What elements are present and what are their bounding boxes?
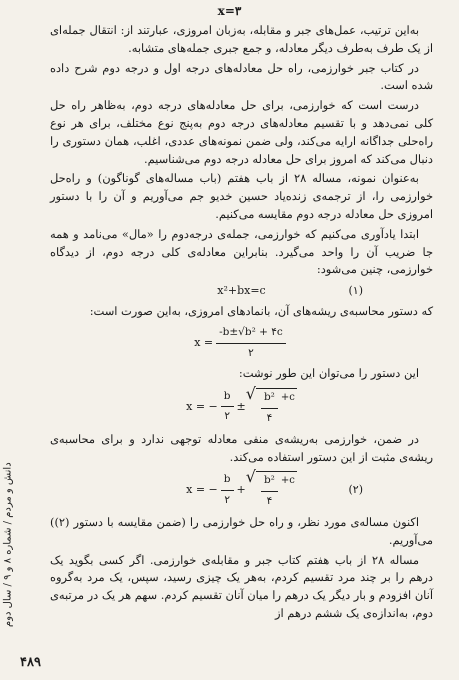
equation-1-body: x²+bx=c (217, 284, 266, 298)
eq2-fraction (221, 471, 234, 510)
alt-plus-minus: ± (236, 400, 246, 414)
eq2-frac-num: b (221, 471, 234, 491)
paragraph-4: به‌عنوان نمونه، مساله ۲۸ از باب هفتم (باب مساله‌های گوناگون) و راه‌حل خوارزمی را، از ترجمه‌ی زنده‌یاد حسین خدیو جم می‌آوریم و آن را با دستور امروزی حل معادله درجه دوم مقایسه می‌کنیم. (50, 171, 433, 221)
eq2-rad-fraction (261, 472, 278, 511)
paragraph-5: ابتدا یادآوری می‌کنیم که خوارزمی، جمله‌ی درجه‌دوم را «مال» می‌نامد و همه جا ضریب آن را واحد می‌گیرد. بنابراین معادله‌ی کلی درجه دوم، از دیدگاه خوارزمی، چنین می‌شود: (50, 226, 433, 277)
eq2-radicand (256, 471, 297, 511)
root-denominator: ۲ (248, 346, 254, 359)
alt-rad-tail: +c (280, 392, 295, 404)
equation-root-formula (50, 324, 433, 363)
alt-rad-num: b² (261, 389, 278, 409)
page-number: ۴۸۹ (20, 655, 41, 670)
equation-1-number: (۱) (348, 284, 363, 298)
equation-2 (50, 469, 433, 511)
eq2-lhs: x = − (186, 483, 218, 497)
paragraph-formula-intro: که دستور محاسبه‌ی ریشه‌های آن، بانمادهای امروزی، به‌این صورت است: (89, 303, 433, 318)
paragraph-alt-form: این دستور را می‌توان این طور نوشت: (238, 366, 419, 381)
eq2-plus: + (236, 483, 246, 497)
paragraph-positive-root: در ضمن، خوارزمی به‌ریشه‌ی منفی معادله توجهی ندارد و برای محاسبه‌ی ریشه‌ی مثبت از این دستور استفاده می‌کند. (50, 431, 433, 464)
alt-rad-fraction (261, 389, 278, 428)
top-equation: x=۳ (217, 4, 242, 18)
alt-rad-den: ۴ (266, 411, 273, 424)
paragraph-2: در کتاب جبر خوارزمی، راه حل معادله‌های درجه اول و درجه دوم شرح داده شده است. (50, 60, 433, 93)
eq2-rad-num: b² (261, 472, 278, 492)
radical-sign-icon: √ (245, 467, 256, 487)
paragraph-problem-intro: اکنون مساله‌ی مورد نظر، و راه حل خوارزمی را (ضمن مقایسه با دستور (۲)) می‌آوریم. (50, 514, 433, 547)
body-text (50, 22, 433, 625)
alt-radicand (256, 388, 297, 428)
journal-side-label: دانش و مردم / شماره ۸ و ۹ / سال دوم (2, 462, 14, 628)
root-lhs: x = (194, 336, 214, 350)
root-fraction (216, 324, 286, 363)
paragraph-1: به‌این ترتیب، عمل‌های جبر و مقابله، به‌زبان امروزی، عبارتند از: انتقال جمله‌ای از یک طرف به‌طرف دیگر معادله، و جمع جبری جمله‌های متشابه. (50, 23, 433, 55)
eq2-frac-den: ۲ (224, 493, 230, 506)
alt-frac-den: ۲ (224, 410, 230, 423)
equation-2-number: (۲) (348, 483, 363, 497)
radical-sign-icon: √ (245, 384, 256, 404)
equation-1 (50, 282, 433, 300)
alt-lhs: x = − (186, 400, 218, 414)
paragraph-problem-28: مساله ۲۸ از باب هفتم کتاب جبر و مقابله‌ی خوارزمی. اگر کسی بگوید یک درهم را بر چند مرد تقسیم کردم، به‌هر یک چیزی رسید، سپس، یک مرد به‌گروه آنان افزودم و بار دیگر یک درهم را میان آنان تقسیم کردم. سهم هر یک در مرتبه‌ی دوم، به‌اندازه‌ی یک ششم درهم از (49, 552, 433, 620)
eq2-rad-tail: +c (280, 475, 295, 487)
alt-frac-num: b (221, 388, 234, 408)
eq2-sqrt (246, 469, 297, 511)
alt-sqrt (246, 386, 297, 428)
eq2-rad-den: ۴ (266, 495, 273, 508)
root-numerator: -b±√b² + ۴c (216, 324, 286, 344)
equation-alt-form (50, 386, 433, 428)
paragraph-3: درست است که خوارزمی، برای حل معادله‌های درجه دوم، به‌ظاهر راه حل کلی نمی‌دهد و با تقسیم معادله‌های درجه دوم به‌پنج نوع مختلف، برای هر نوع راه‌حلی جداگانه ارایه می‌کند، ولی ضمن نمونه‌های عددی، اغلب، همان دستوری را دنبال می‌کند که امروز برای حل معادله درجه دوم می‌شناسیم. (50, 98, 433, 166)
alt-fraction (221, 388, 234, 427)
